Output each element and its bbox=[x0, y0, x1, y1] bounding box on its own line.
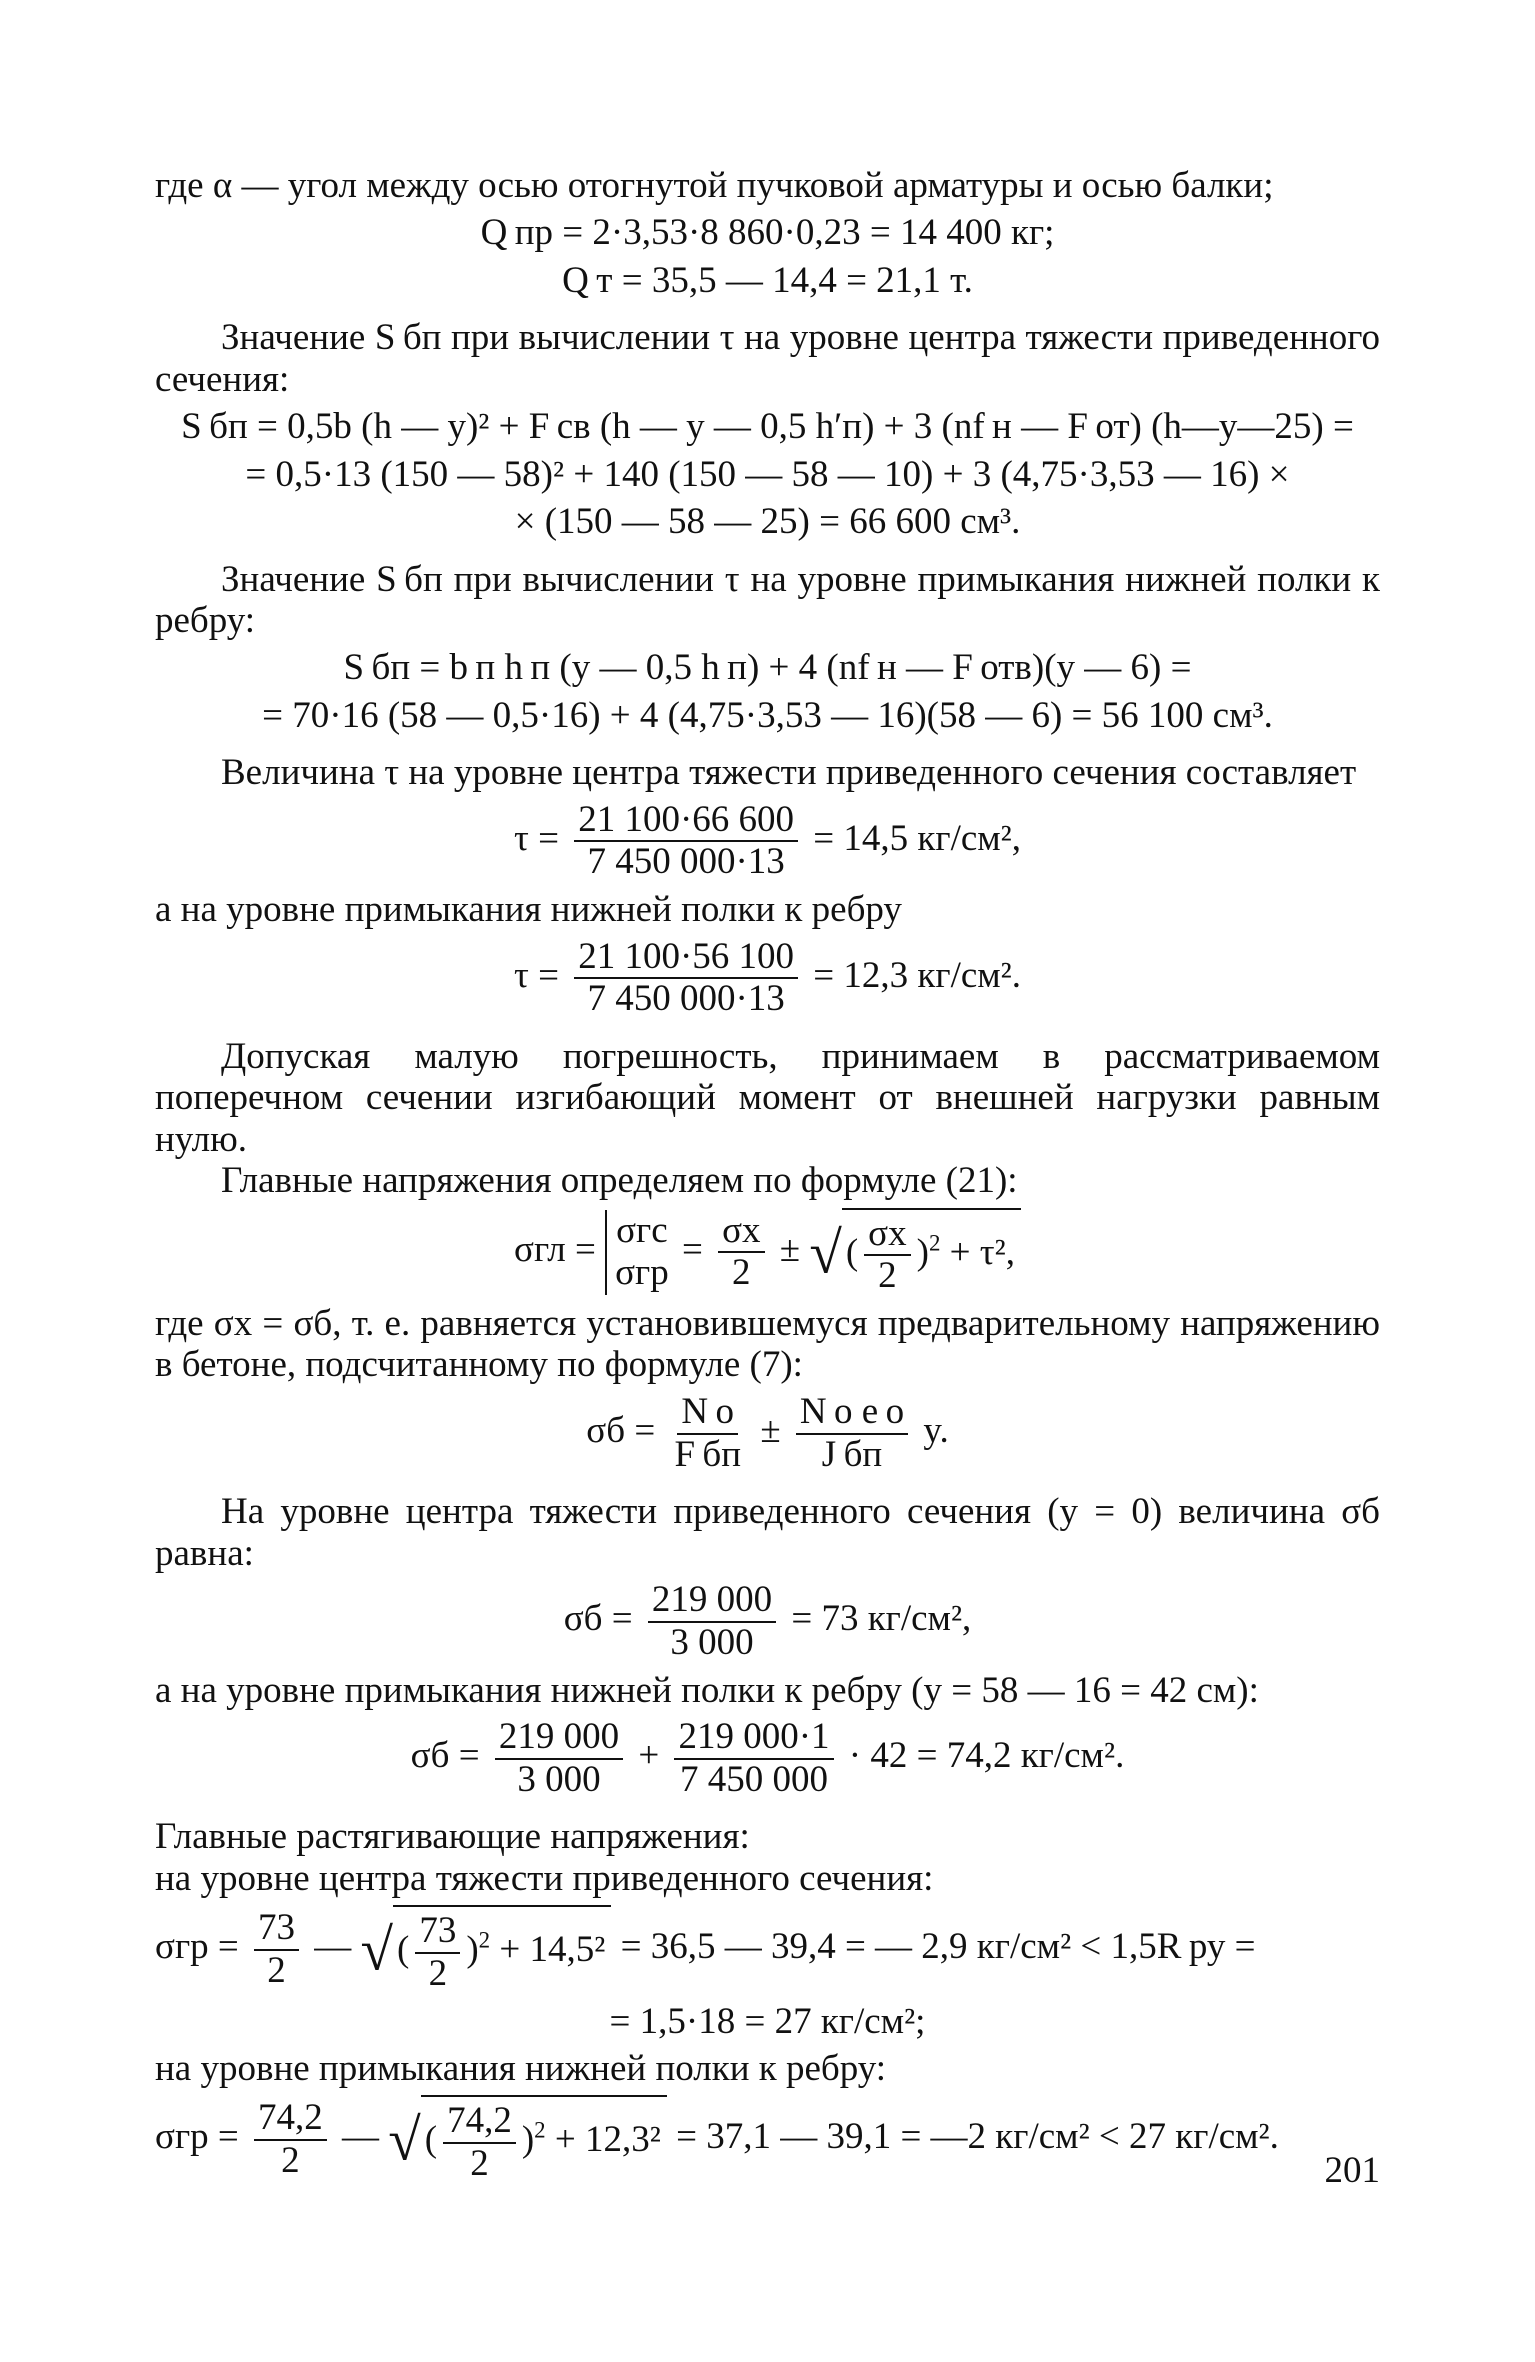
paragraph: На уровне центра тяжести приведенного сечения (y = 0) величина σб равна: bbox=[155, 1491, 1380, 1574]
equation-principal-stress: σгл = σгс σгр = $\frac{\sigma x}{2}$ ± √ ( $\frac{\sigma x}{2}$ )$^2$ + τ², bbox=[155, 1208, 1380, 1297]
equation: S бп = b п h п (y — 0,5 h п) + 4 (nf н — F отв)(y — 6) = bbox=[343, 647, 1192, 689]
paragraph: на уровне центра тяжести приведенного сечения: bbox=[155, 1857, 934, 1899]
paragraph: Значение S бп при вычислении τ на уровне центра тяжести приведенного сечения: bbox=[155, 317, 1380, 400]
paragraph: Главные растягивающие напряжения: bbox=[155, 1816, 750, 1858]
page-body bbox=[155, 165, 1380, 2191]
equation-tension-center: σгр = $\frac{73}{2}$ — √ ( $\frac{73}{2}$ )$^2$ + 14,5² = 36,5 — 39,4 = — 2,9 кг/см² < 1,5R ру = bbox=[155, 1907, 1256, 1994]
paragraph: Допуская малую погрешность, принимаем в рассматриваемом поперечном сечении изгибающий момент от внешней нагрузки равным нулю. bbox=[155, 1035, 1380, 1160]
equation-tension-flange: σгр = $\frac{74,2}{2}$ — √ ( $\frac{74,2}{2}$ )$^2$ + 12,3² = 37,1 — 39,1 = —2 кг/см² < 27 кг/см². bbox=[155, 2097, 1279, 2185]
paragraph: Величина τ на уровне центра тяжести приведенного сечения составляет bbox=[221, 752, 1357, 794]
equation-tau-center: τ = $\frac{21 100\cdot 66 600}{7 450 000\cdot 13}$ = 14,5 кг/см², bbox=[513, 798, 1022, 883]
paragraph: на уровне примыкания нижней полки к ребру: bbox=[155, 2048, 887, 2089]
paragraph: а на уровне примыкания нижней полки к ребру bbox=[155, 889, 902, 931]
equation: = 0,5·13 (150 — 58)² + 140 (150 — 58 — 10) + 3 (4,75·3,53 — 16) × bbox=[245, 453, 1290, 495]
equation-sigma-b: σб = $\frac{\text{N о}}{\text{F бп}}$ ± $\frac{\text{N о e о}}{\text{J бп}}$ y. bbox=[586, 1390, 949, 1475]
equation-sigma-center: σб = $\frac{219 000}{3 000}$ = 73 кг/см², bbox=[563, 1579, 972, 1663]
page-number: 201 bbox=[1324, 2150, 1380, 2191]
equation: = 70·16 (58 — 0,5·16) + 4 (4,75·3,53 — 16)(58 — 6) = 56 100 см³. bbox=[262, 694, 1273, 736]
paragraph: где σx = σб, т. е. равняется установившемуся предварительному напряжению в бетоне, подсчитанному по формуле (7): bbox=[155, 1303, 1380, 1386]
equation: Q т = 35,5 — 14,4 = 21,1 т. bbox=[562, 259, 973, 301]
equation-tau-flange: τ = $\frac{21 100\cdot 56 100}{7 450 000\cdot 13}$ = 12,3 кг/см². bbox=[513, 935, 1022, 1020]
equation: Q пр = 2·3,53·8 860·0,23 = 14 400 кг; bbox=[480, 212, 1055, 254]
paragraph: Главные напряжения определяем по формуле (21): bbox=[221, 1160, 1018, 1202]
paragraph: Значение S бп при вычислении τ на уровне примыкания нижней полки к ребру: bbox=[155, 558, 1380, 641]
equation-sigma-flange: σб = $\frac{219 000}{3 000}$ + $\frac{219 000\cdot 1}{7 450 000}$ · 42 = 74,2 кг/см². bbox=[410, 1715, 1125, 1800]
equation: S бп = 0,5b (h — y)² + F св (h — y — 0,5 h′п) + 3 (nf н — F от) (h—y—25) = bbox=[181, 406, 1354, 448]
equation: = 1,5·18 = 27 кг/см²; bbox=[609, 2000, 926, 2042]
paragraph: а на уровне примыкания нижней полки к ребру (y = 58 — 16 = 42 см): bbox=[155, 1669, 1259, 1711]
equation: × (150 — 58 — 25) = 66 600 см³. bbox=[514, 501, 1021, 543]
text-line: где α — угол между осью отогнутой пучковой арматуры и осью балки; bbox=[155, 165, 1274, 206]
